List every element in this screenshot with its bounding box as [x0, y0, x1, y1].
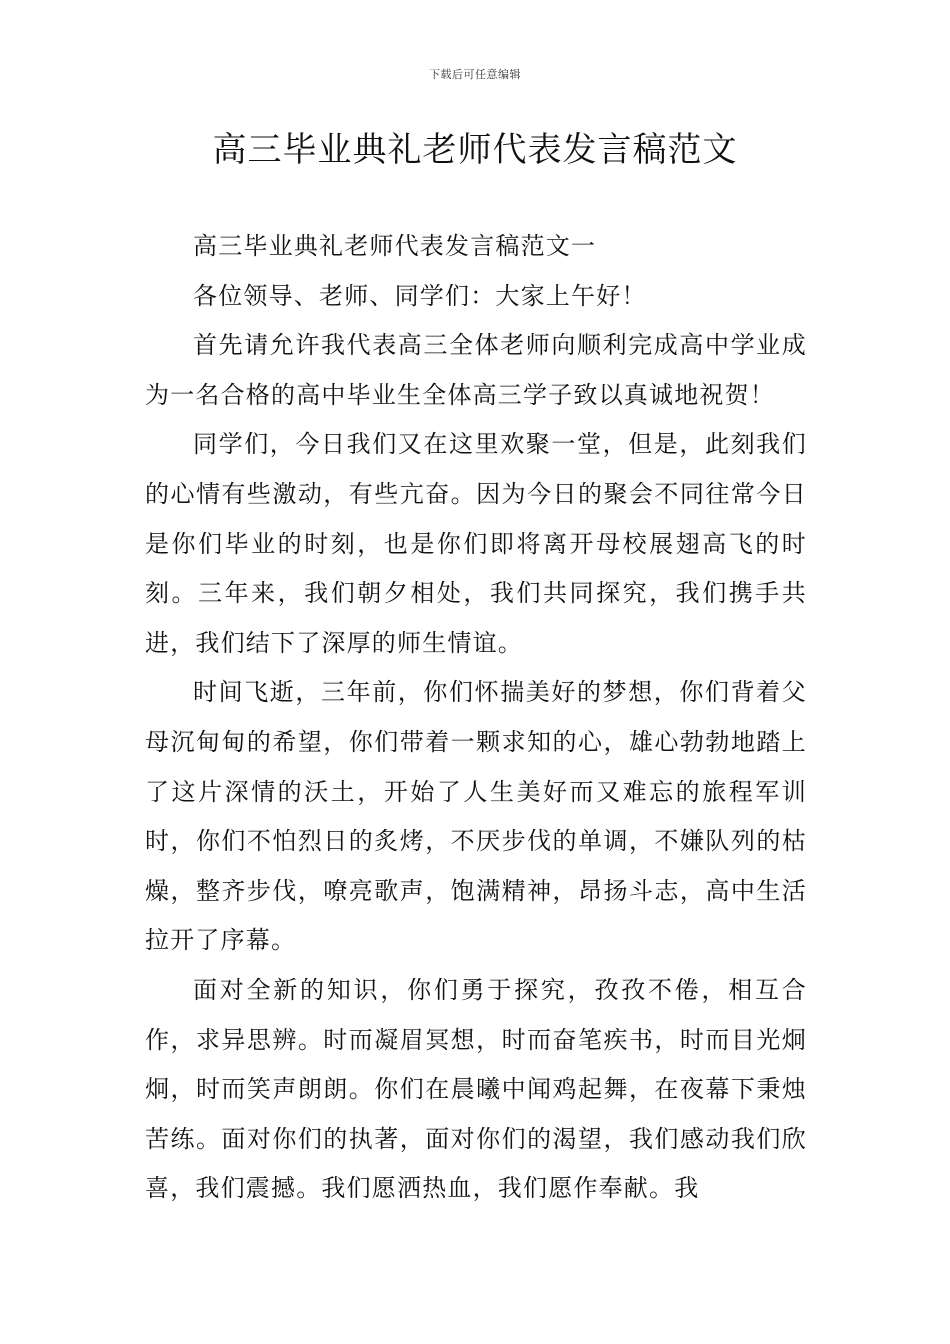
body-paragraph: 同学们，今日我们又在这里欢聚一堂，但是，此刻我们的心情有些激动，有些亢奋。因为今日的聚会不同往常今日是你们毕业的时刻，也是你们即将离开母校展翅高飞的时刻。三年来，我们朝夕相处，我们共同探究，我们携手共进，我们结下了深厚的师生情谊。 — [145, 430, 807, 657]
document-title: 高三毕业典礼老师代表发言稿范文 — [212, 130, 738, 170]
salutation-paragraph: 各位领导、老师、同学们：大家上午好！ — [193, 281, 647, 310]
body-paragraph: 面对全新的知识，你们勇于探究，孜孜不倦，相互合作，求异思辨。时而凝眉冥想，时而奋笔疾书，时而目光炯炯，时而笑声朗朗。你们在晨曦中闻鸡起舞，在夜幕下秉烛苦练。面对你们的执著，面对你们的渴望，我们感动我们欣喜，我们震撼。我们愿洒热血，我们愿作奉献。我 — [145, 975, 807, 1203]
section-heading: 高三毕业典礼老师代表发言稿范文一 — [193, 232, 597, 260]
body-paragraph: 时间飞逝，三年前，你们怀揣美好的梦想，你们背着父母沉甸甸的希望，你们带着一颗求知的心，雄心勃勃地踏上了这片深情的沃土，开始了人生美好而又难忘的旅程军训时，你们不怕烈日的炙烤，不厌步伐的单调，不嫌队列的枯燥，整齐步伐，嘹亮歌声，饱满精神，昂扬斗志，高中生活拉开了序幕。 — [145, 678, 807, 955]
document-body — [145, 222, 807, 1214]
body-paragraph: 首先请允许我代表高三全体老师向顺利完成高中学业成为一名合格的高中毕业生全体高三学子致以真诚地祝贺！ — [145, 331, 807, 409]
header-note: 下载后可任意编辑 — [429, 68, 521, 81]
